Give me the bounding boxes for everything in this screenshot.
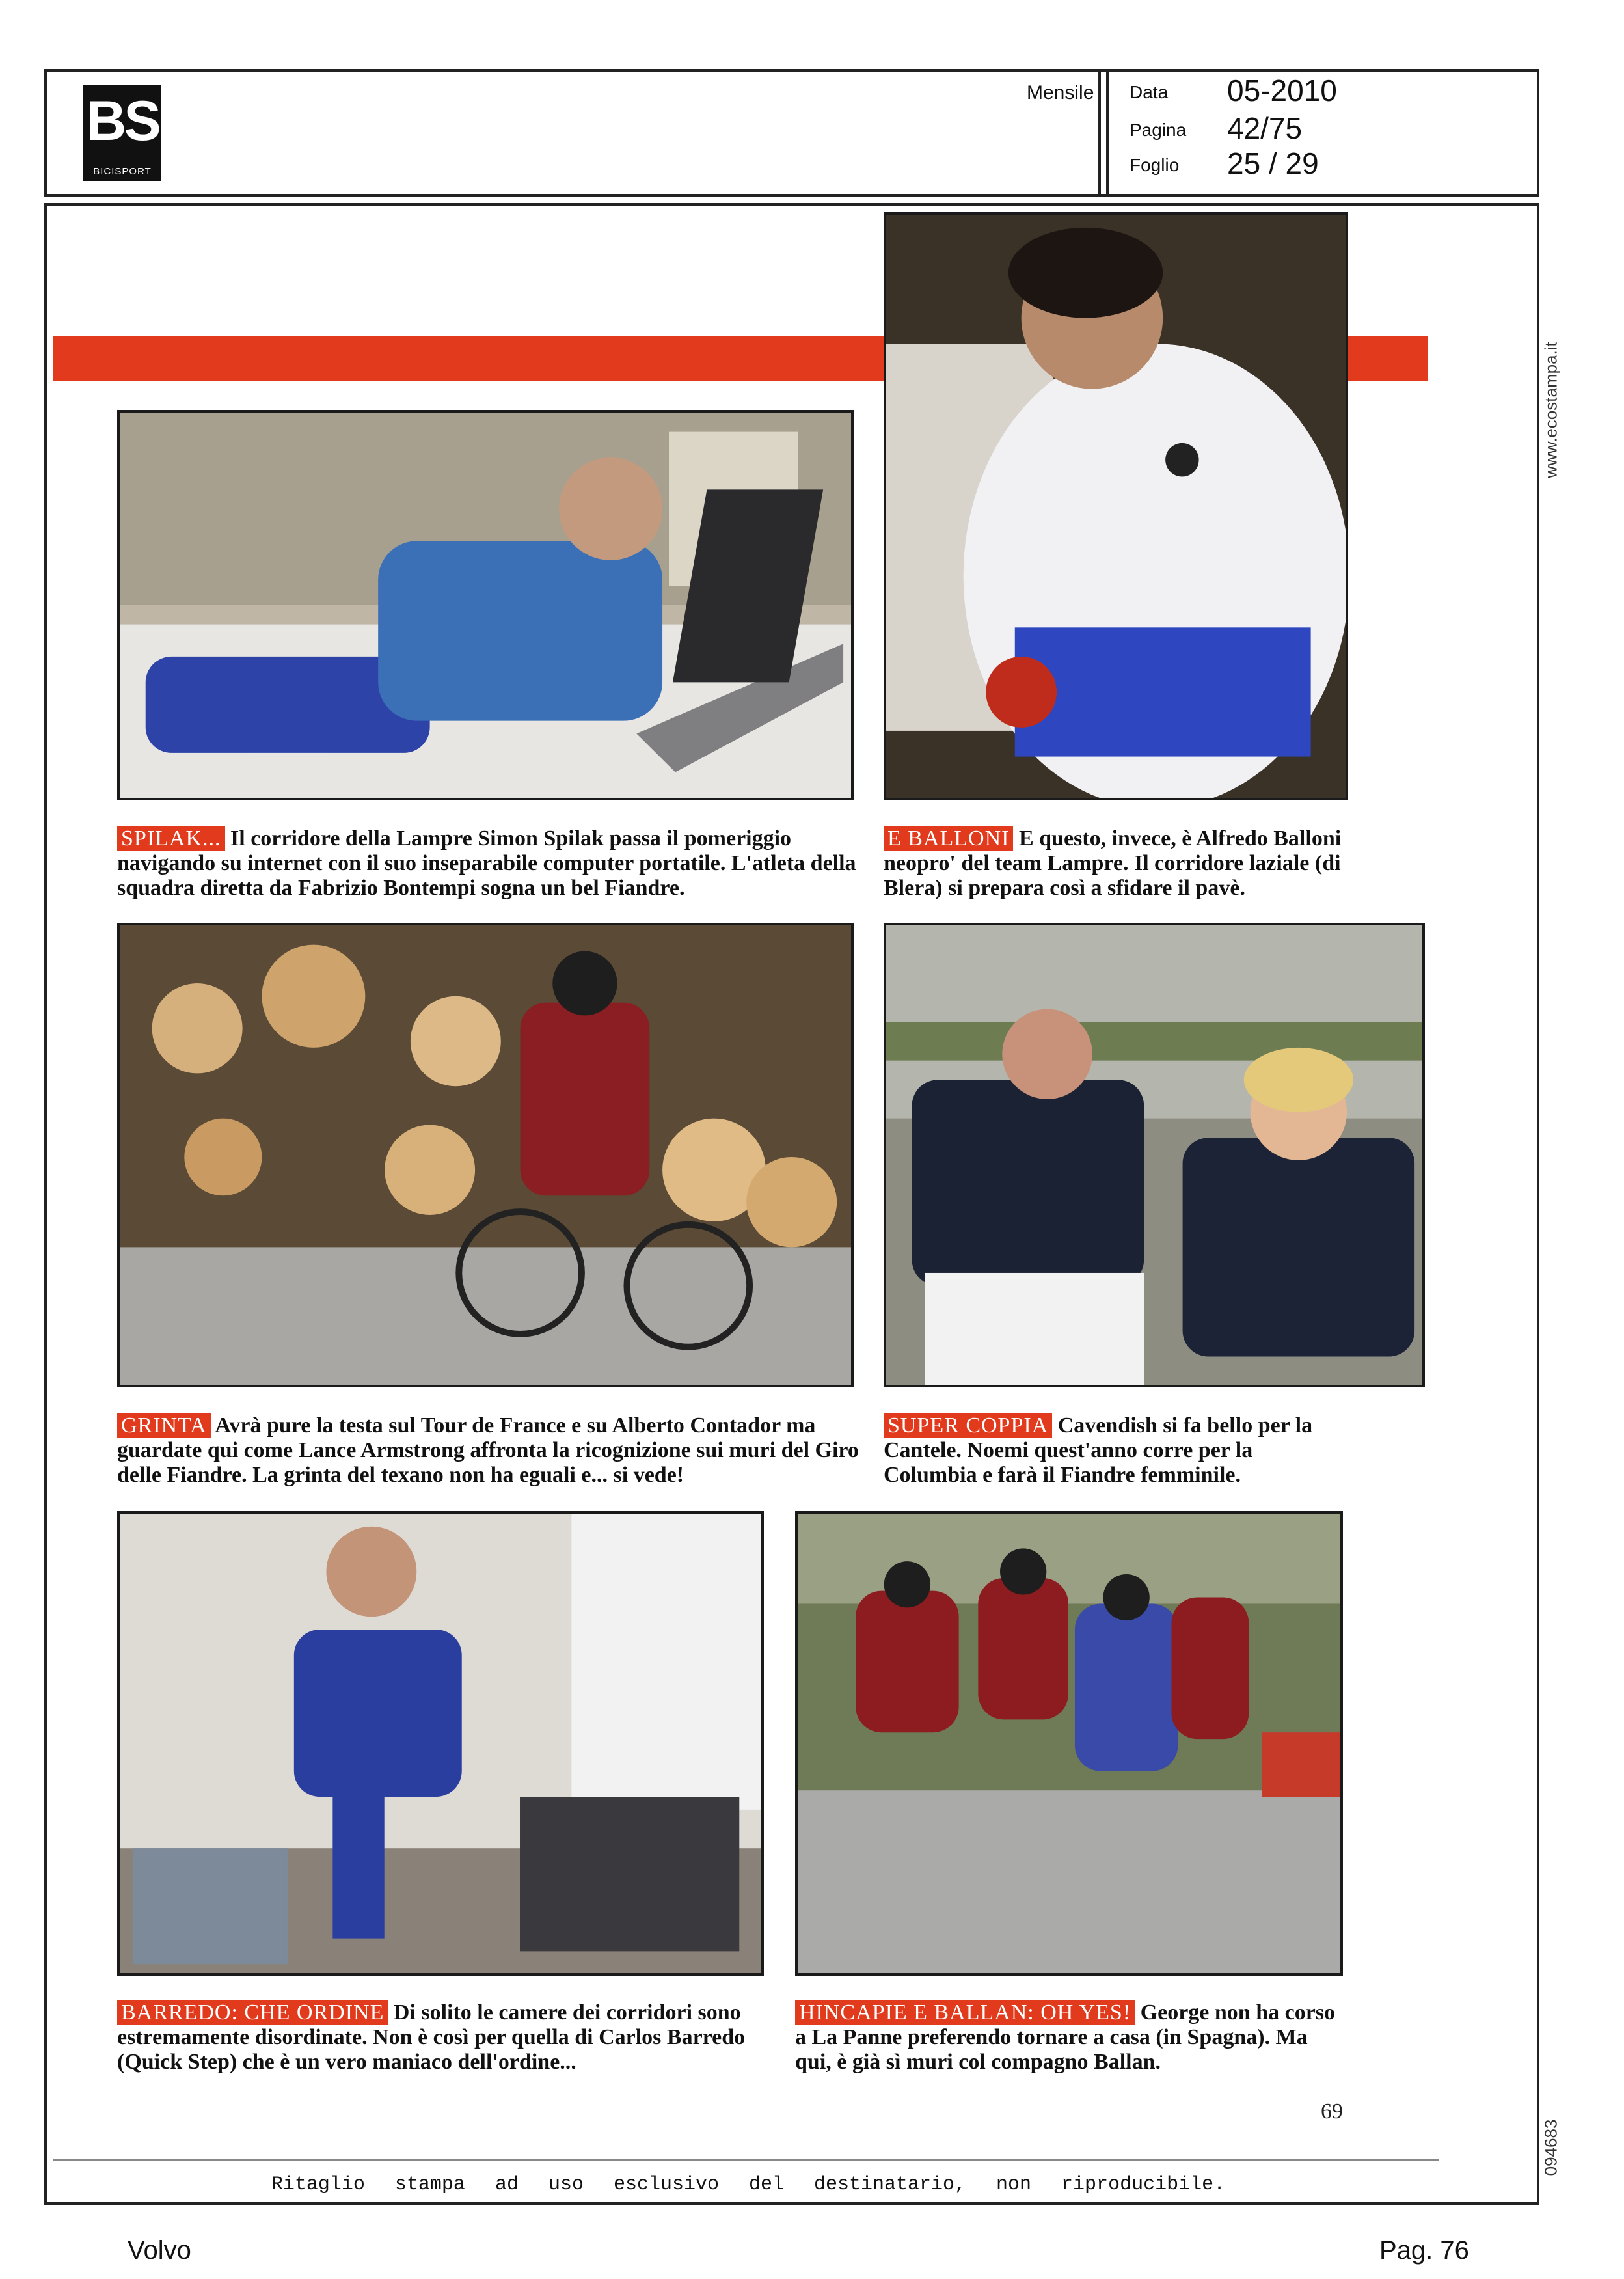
bicisport-logo (83, 85, 161, 181)
photo-spilak (117, 410, 854, 800)
caption-barredo-text: Di solito le camere dei corridori sono estremamente disordinate. Non è così per quella di Carlos Barredo (Quick Step) che è un vero maniaco dell'ordine... (117, 2000, 746, 2074)
pagina-value: 42/75 (1227, 111, 1303, 145)
photo-armstrong-image (120, 925, 851, 1385)
foglio-label: Foglio (1130, 155, 1180, 175)
photo-barredo (117, 1511, 764, 1976)
caption-barredo (117, 2000, 768, 2075)
caption-spilak-text: Il corridore della Lampre Simon Spilak passa il pomeriggio navigando su internet con il suo inseparabile computer portatile. L'atleta della squadra diretta da Fabrizio Bontempi sogna un bel Fiandre. (117, 826, 856, 900)
site-watermark-text: www.ecostampa.it (1541, 342, 1561, 478)
caption-grinta-tag: GRINTA (117, 1413, 211, 1438)
code-watermark (1532, 2102, 1571, 2193)
caption-super-coppia-text: Cavendish si fa bello per la Cantele. Noemi quest'anno corre per la Columbia e farà il Fiandre femminile. (884, 1413, 1313, 1487)
frequency-label: Mensile (1027, 82, 1094, 103)
photo-balloni-image (886, 215, 1346, 798)
page-number: 69 (1321, 2099, 1343, 2123)
caption-super-coppia (884, 1413, 1339, 1488)
photo-balloni (884, 212, 1348, 800)
header-divider-inner (1106, 69, 1109, 197)
caption-hincapie-ballan (795, 2000, 1342, 2075)
caption-grinta (117, 1413, 859, 1488)
caption-spilak-tag: SPILAK... (117, 826, 225, 851)
data-value: 05-2010 (1227, 74, 1337, 107)
logo-name: BICISPORT (93, 166, 152, 177)
caption-balloni-tag: E BALLONI (884, 826, 1013, 851)
pagina-label: Pagina (1130, 120, 1187, 140)
footer-page: Pag. 76 (1379, 2236, 1469, 2265)
photo-cavendish-cantele (884, 923, 1425, 1387)
caption-spilak (117, 826, 859, 901)
photo-spilak-image (120, 413, 851, 798)
caption-grinta-text: Avrà pure la testa sul Tour de France e su Alberto Contador ma guardate qui come Lance Armstrong affronta la ricognizione sui muri del Giro delle Fiandre. La grinta del texano non ha eguali e... si vede! (117, 1413, 859, 1487)
photo-armstrong (117, 923, 854, 1387)
photo-hincapie-ballan-image (798, 1514, 1340, 1973)
caption-hincapie-ballan-tag: HINCAPIE E BALLAN: OH YES! (795, 2000, 1135, 2025)
foglio-value: 25 / 29 (1227, 146, 1319, 180)
photo-cavendish-cantele-image (886, 925, 1422, 1385)
code-watermark-text: 094683 (1541, 2119, 1561, 2176)
caption-balloni (884, 826, 1352, 901)
header-divider (1098, 69, 1101, 197)
disclaimer: Ritaglio stampa ad uso esclusivo del destinatario, non riproducibile. (271, 2174, 1226, 2196)
photo-hincapie-ballan (795, 1511, 1343, 1976)
site-watermark (1532, 312, 1571, 508)
footer-client: Volvo (128, 2236, 191, 2265)
caption-barredo-tag: BARREDO: CHE ORDINE (117, 2000, 388, 2025)
logo-letters: BS (86, 90, 159, 152)
caption-super-coppia-tag: SUPER COPPIA (884, 1413, 1052, 1438)
caption-balloni-text: E questo, invece, è Alfredo Balloni neopro' del team Lampre. Il corridore laziale (di Blera) si prepara così a sfidare il pavè. (884, 826, 1342, 900)
data-label: Data (1130, 82, 1169, 102)
caption-hincapie-ballan-text: George non ha corso a La Panne preferendo tornare a casa (in Spagna). Ma qui, è già sì muri col compagno Ballan. (795, 2000, 1336, 2074)
photo-barredo-image (120, 1514, 761, 1973)
bottom-rule (53, 2159, 1439, 2161)
